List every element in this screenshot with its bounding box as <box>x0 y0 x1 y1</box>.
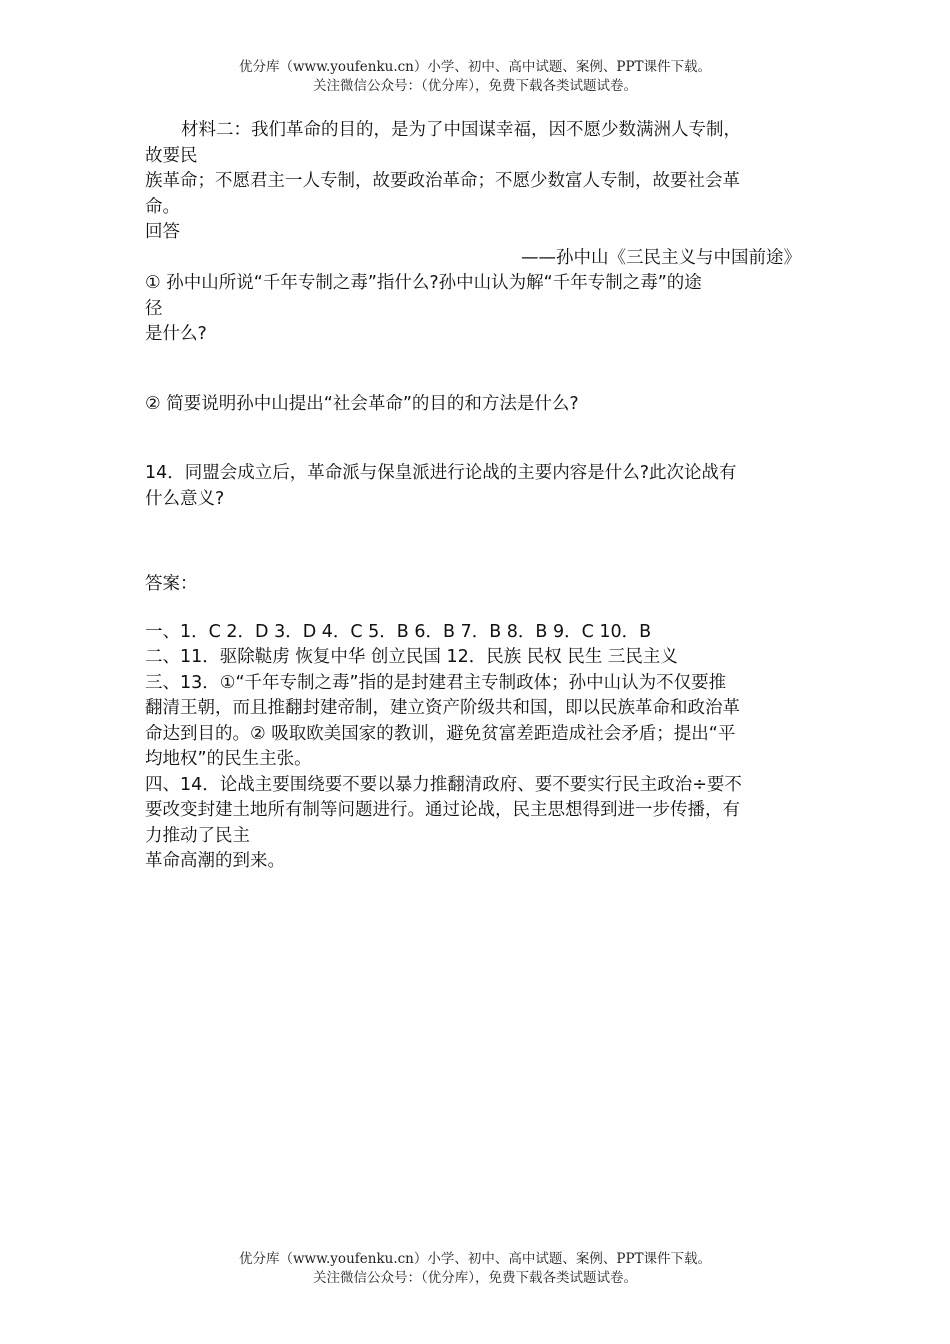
material-line: 材料二：我们革命的目的，是为了中国谋幸福，因不愿少数满洲人专制， <box>181 120 741 140</box>
page-header <box>0 58 950 96</box>
document-body <box>145 118 805 875</box>
answers-title: 答案： <box>145 574 198 594</box>
material-line: 族革命；不愿君主一人专制，故要政治革命；不愿少数富人专制，故要社会革 <box>145 171 740 191</box>
answers-section <box>145 572 805 875</box>
answer-part-4: 要改变封建土地所有制等问题进行。通过论战，民主思想得到进一步传播，有 <box>145 800 740 820</box>
question-13-part-2: ② 简要说明孙中山提出“社会革命”的目的和方法是什么? <box>145 393 579 414</box>
footer-line-2: 关注微信公众号：（优分库），免费下载各类试题试卷。 <box>313 1270 637 1286</box>
question-14-line: 什么意义? <box>145 488 225 509</box>
answer-part-1: 一、1．C 2．D 3．D 4．C 5．B 6．B 7．B 8．B 9．C 10．B <box>145 621 652 642</box>
answer-part-4: 革命高潮的到来。 <box>145 851 285 871</box>
material-line: 回答 <box>145 222 180 242</box>
question-13-part-1: 是什么? <box>145 324 207 344</box>
page-footer <box>0 1250 950 1288</box>
header-line-2: 关注微信公众号：（优分库），免费下载各类试题试卷。 <box>313 78 637 94</box>
answer-part-2: 二、11．驱除鞑虏 恢复中华 创立民国 12．民族 民权 民生 三民主义 <box>145 647 678 667</box>
answer-part-4: 力推动了民主 <box>145 825 250 846</box>
question-13-part-1: 径 <box>145 298 163 319</box>
answer-part-3: 翻清王朝，而且推翻封建帝制，建立资产阶级共和国，即以民族革命和政治革 <box>145 698 740 718</box>
material-two <box>145 118 805 271</box>
question-14-line: 14．同盟会成立后，革命派与保皇派进行论战的主要内容是什么?此次论战有 <box>145 463 737 483</box>
material-source: ——孙中山《三民主义与中国前途》 <box>521 247 801 268</box>
answer-part-3: 命达到目的。② 吸取欧美国家的教训，避免贫富差距造成社会矛盾；提出“平 <box>145 723 736 744</box>
question-13 <box>145 271 805 417</box>
answer-part-4: 四、14．论战主要围绕要不要以暴力推翻清政府、要不要实行民主政治÷要不 <box>145 774 742 795</box>
footer-line-1: 优分库（www.youfenku.cn）小学、初中、高中试题、案例、PPT课件下载。 <box>238 1251 712 1267</box>
answer-part-3: 均地权”的民生主张。 <box>145 749 312 769</box>
material-line: 故要民 <box>145 145 198 166</box>
material-line: 命。 <box>145 196 180 217</box>
question-13-part-1: ① 孙中山所说“千年专制之毒”指什么?孙中山认为解“千年专制之毒”的途 <box>145 273 702 293</box>
question-14 <box>145 461 805 512</box>
answer-part-3: 三、13．①“千年专制之毒”指的是封建君主专制政体；孙中山认为不仅要推 <box>145 672 727 693</box>
header-line-1: 优分库（www.youfenku.cn）小学、初中、高中试题、案例、PPT课件下载。 <box>238 59 712 75</box>
